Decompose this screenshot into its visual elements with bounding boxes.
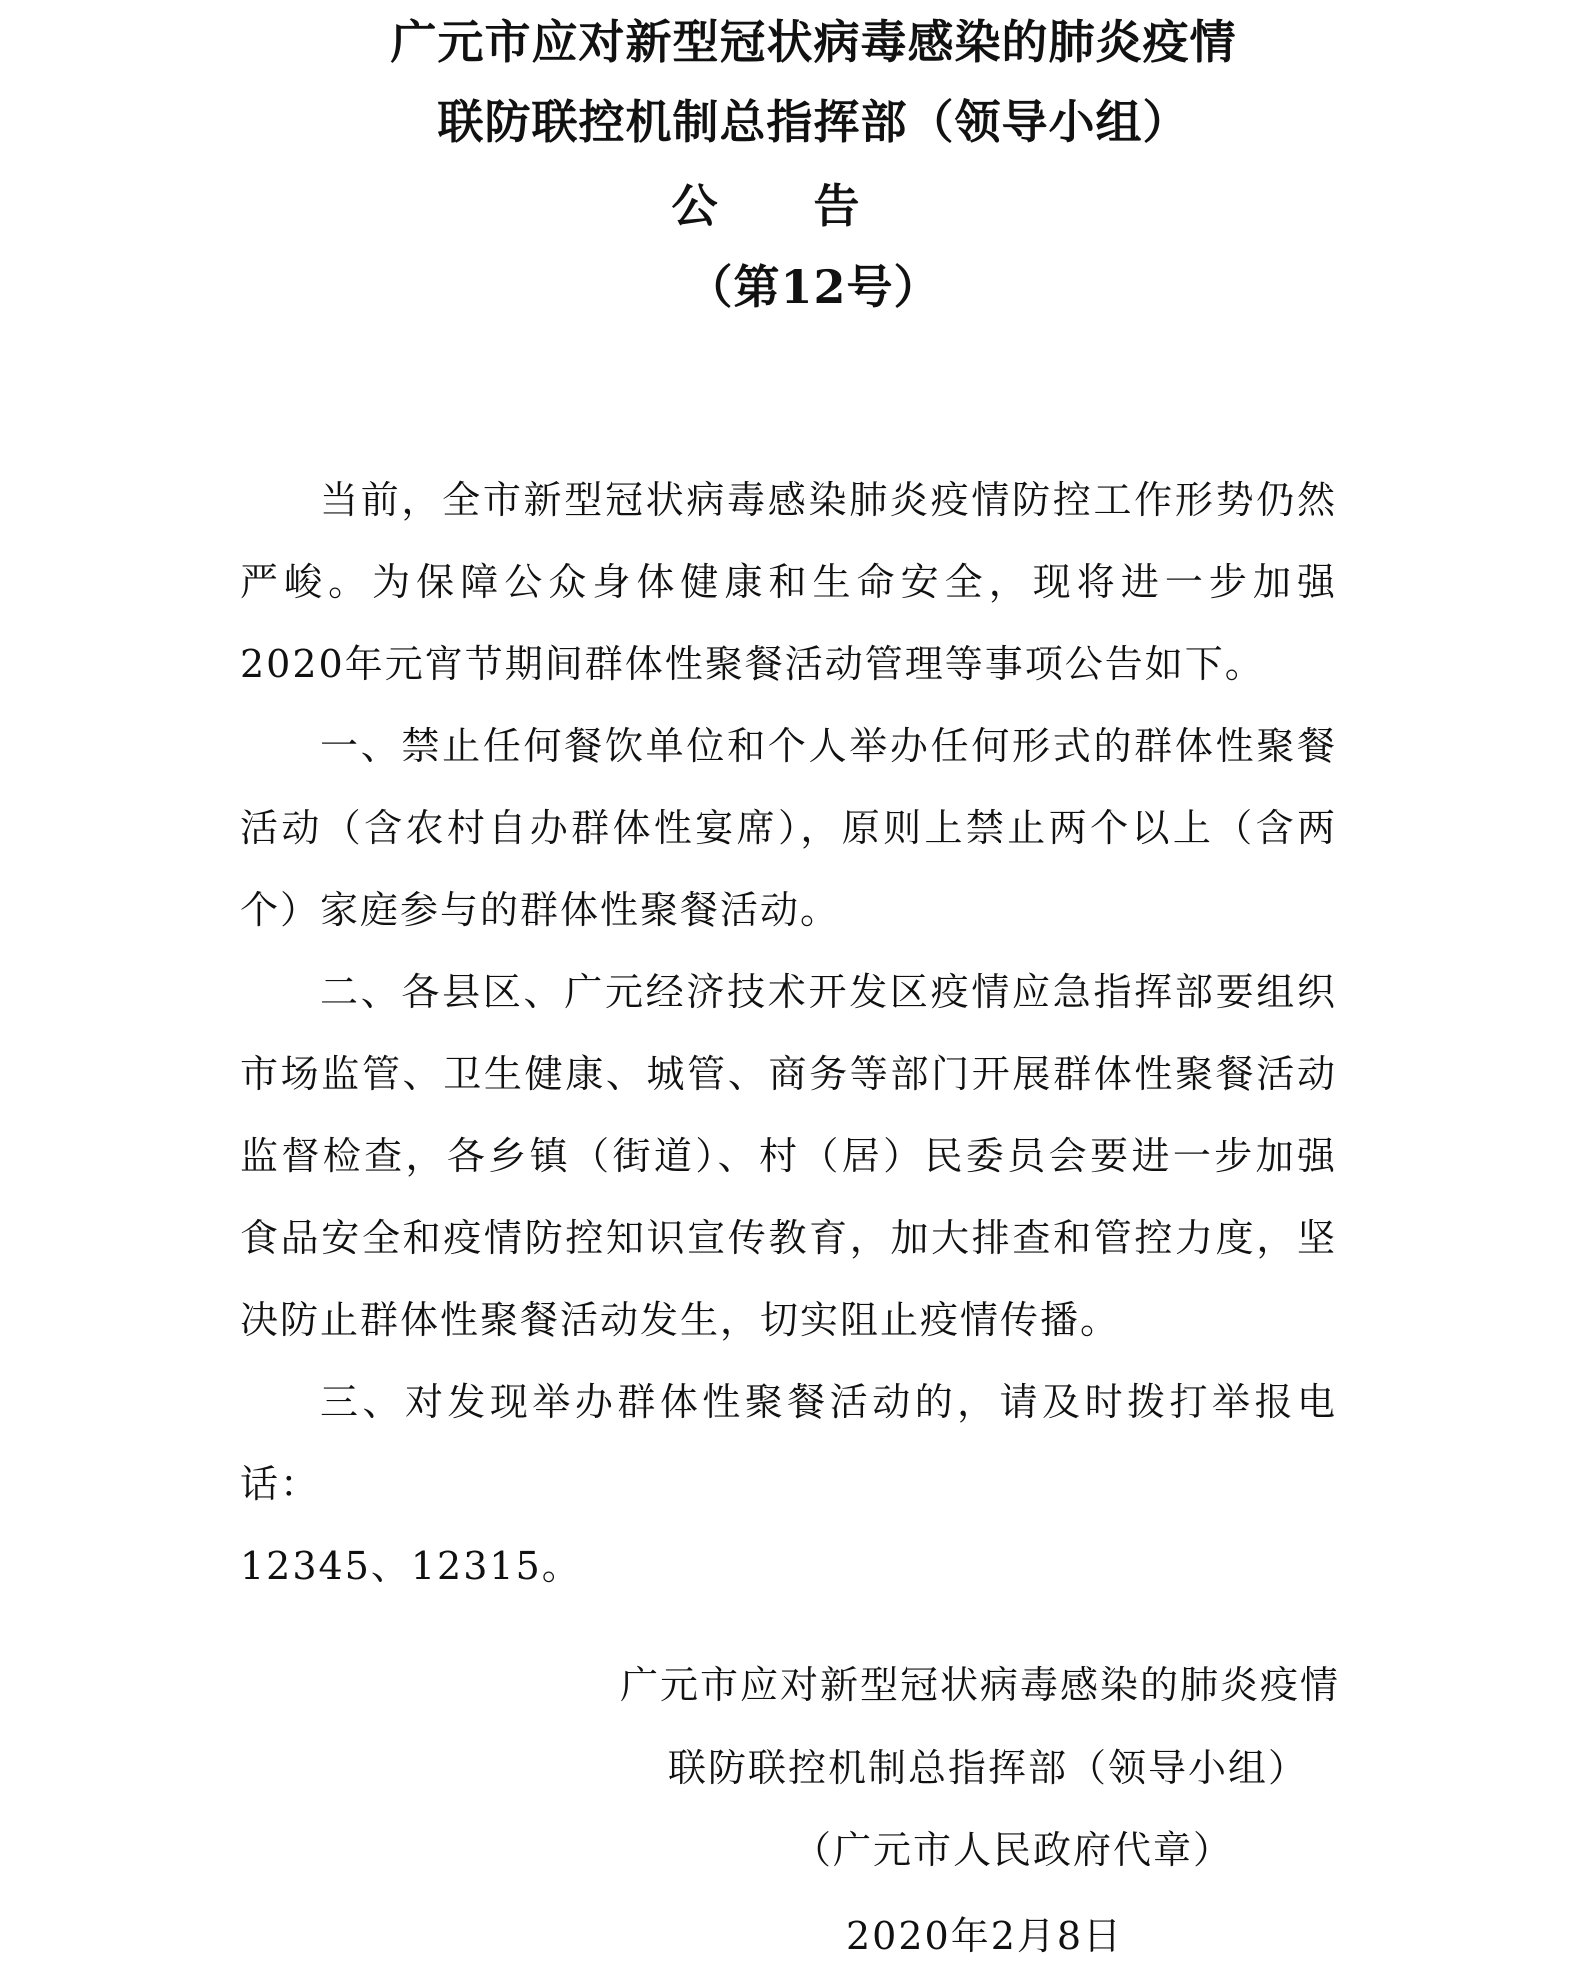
- signature-org-line-1: 广元市应对新型冠状病毒感染的肺炎疫情: [620, 1663, 1341, 1707]
- signature-org-line-2: 联防联控机制总指挥部（领导小组）: [668, 1746, 1309, 1790]
- title-line-1: 广元市应对新型冠状病毒感染的肺炎疫情: [390, 15, 1237, 69]
- paragraph-item-1: 一、禁止任何餐饮单位和个人举办任何形式的群体性聚餐活动（含农村自办群体性宴席），原则上禁止两个以上（含两个）家庭参与的群体性聚餐活动。: [240, 724, 1337, 932]
- signature-date: 2020年2月8日: [846, 1914, 1124, 1958]
- paragraph-item-2: 二、各县区、广元经济技术开发区疫情应急指挥部要组织市场监管、卫生健康、城管、商务等部门开展群体性聚餐活动监督检查，各乡镇（街道）、村（居）民委员会要进一步加强食品安全和疫情防控知识宣传教育，加大排查和管控力度，坚决防止群体性聚餐活动发生，切实阻止疫情传播。: [240, 970, 1337, 1342]
- hotline-numbers: 12345、12315。: [240, 1544, 582, 1588]
- document-type: 公告: [671, 179, 956, 233]
- paragraph-intro: 当前，全市新型冠状病毒感染肺炎疫情防控工作形势仍然严峻。为保障公众身体健康和生命安全，现将进一步加强2020年元宵节期间群体性聚餐活动管理等事项公告如下。: [240, 478, 1337, 686]
- document-body: [240, 459, 1337, 1607]
- title-line-2: 联防联控机制总指挥部（领导小组）: [437, 95, 1190, 149]
- paragraph-item-3: 三、对发现举办群体性聚餐活动的，请及时拨打举报电话：: [240, 1380, 1337, 1506]
- signature-seal-note: （广元市人民政府代章）: [793, 1828, 1234, 1872]
- document-number: （第12号）: [686, 260, 941, 314]
